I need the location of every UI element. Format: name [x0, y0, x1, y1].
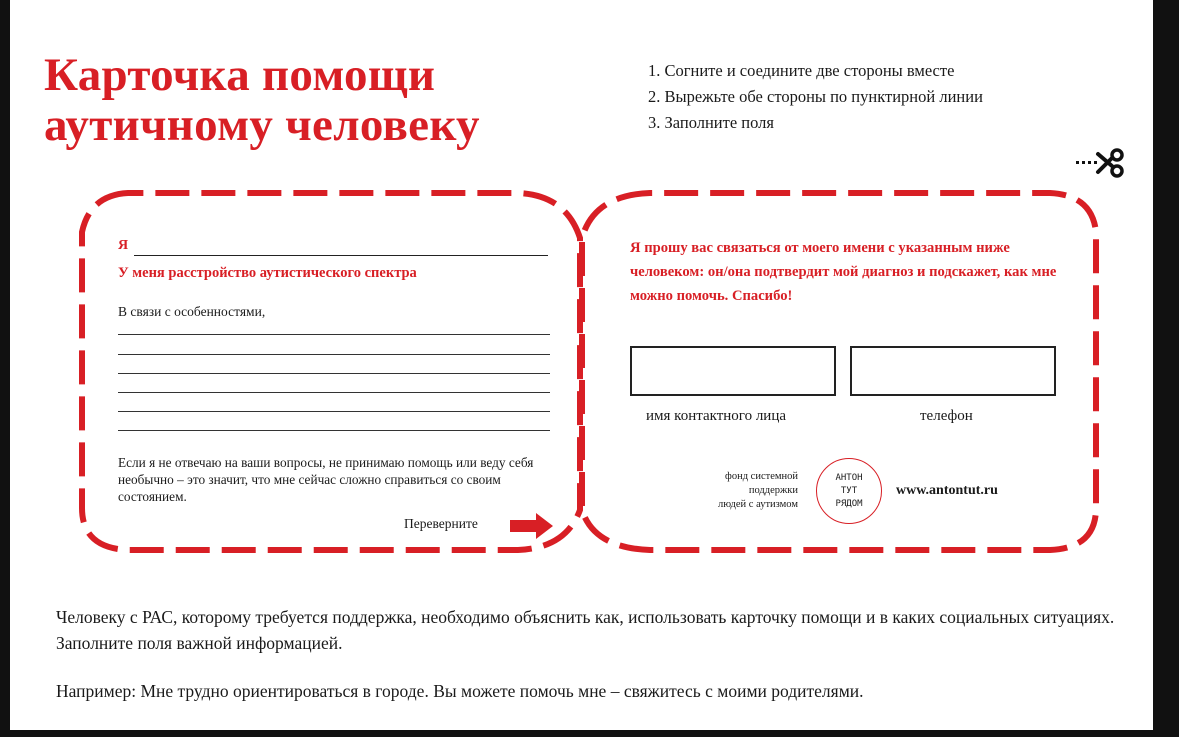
title-line-1: Карточка помощи: [44, 49, 436, 101]
arrow-right-icon: [508, 512, 554, 540]
write-line-5[interactable]: [118, 411, 550, 412]
title-line-2: аутичному человеку: [44, 99, 480, 151]
step-fill: 3. Заполните поля: [648, 113, 774, 132]
write-line-2[interactable]: [118, 354, 550, 355]
step-fold: 1. Согните и соедините две стороны вместе: [648, 61, 955, 80]
logo-line-2: ТУТ: [840, 485, 858, 496]
phone-field[interactable]: [850, 346, 1056, 396]
contact-request: Я прошу вас связаться от моего имени с указанным ниже человеком: он/она подтвердит мой диагноз и подскажет, как мне можно помочь. Спасибо!: [630, 240, 1057, 304]
instruction-sheet: [10, 0, 1153, 730]
fund-logo: [816, 458, 882, 524]
logo-line-3: РЯДОМ: [835, 498, 863, 509]
contact-name-label: имя контактного лица: [646, 408, 787, 424]
phone-label: телефон: [920, 408, 973, 424]
features-label: В связи с особенностями,: [118, 304, 266, 319]
usage-example: Например: Мне трудно ориентироваться в городе. Вы можете помочь мне – свяжитесь с моими родителями.: [56, 681, 864, 701]
fund-description: [674, 470, 798, 512]
usage-explanation: Человеку с РАС, которому требуется поддержка, необходимо объяснить как, использовать карточку помощи и в каких социальных ситуациях. Заполните поля важной информацией.: [56, 607, 1115, 653]
turn-over-label: Переверните: [404, 516, 478, 531]
contact-name-field[interactable]: [630, 346, 836, 396]
fund-line-1: фонд системной: [725, 471, 798, 482]
write-line-3[interactable]: [118, 373, 550, 374]
behavior-explanation: Если я не отвечаю на ваши вопросы, не принимаю помощь или веду себя необычно – это значит, что мне сейчас сложно справиться со своим состоянием.: [118, 455, 534, 504]
website-link[interactable]: www.antontut.ru: [896, 483, 998, 498]
write-line-4[interactable]: [118, 392, 550, 393]
write-line-1[interactable]: [118, 334, 550, 335]
logo-line-1: АНТОН: [835, 472, 863, 483]
write-line-6[interactable]: [118, 430, 550, 431]
step-cut: 2. Вырежьте обе стороны по пунктирной линии: [648, 87, 983, 106]
fund-line-2: поддержки: [748, 485, 798, 496]
name-label: Я: [118, 238, 129, 253]
diagnosis-statement: У меня расстройство аутистического спектра: [118, 265, 417, 281]
fund-line-3: людей с аутизмом: [717, 499, 798, 510]
name-field-line[interactable]: [134, 255, 548, 256]
